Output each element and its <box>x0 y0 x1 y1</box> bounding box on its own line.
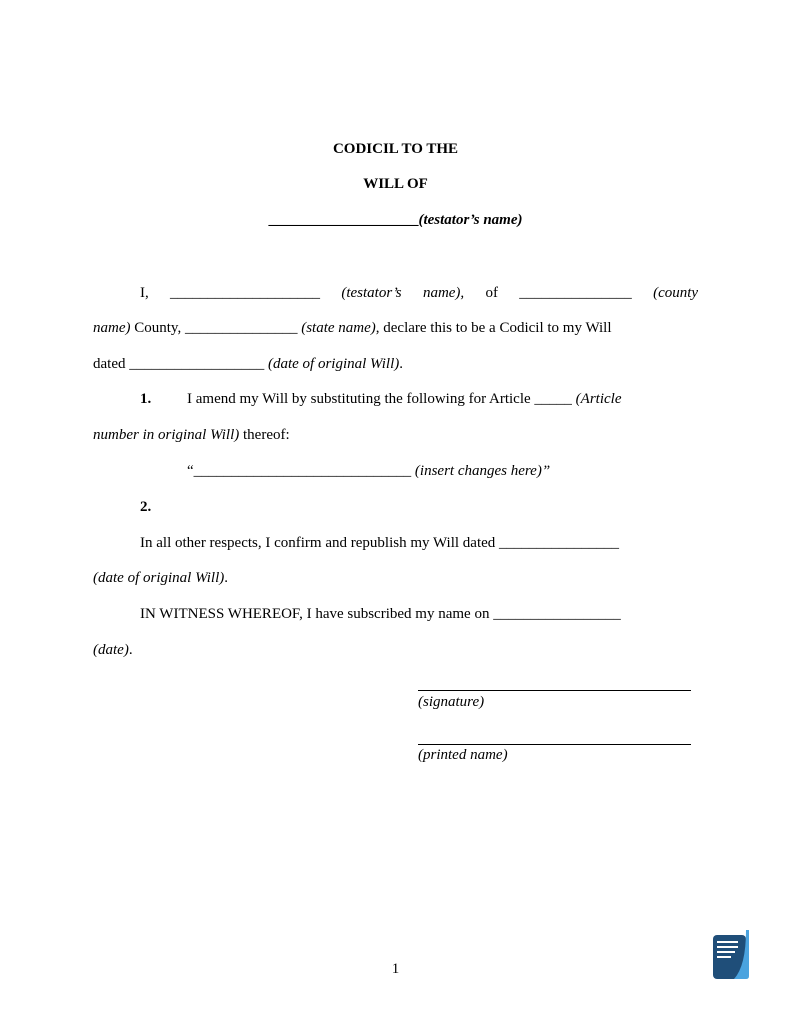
testator-name-blank: ____________________ <box>268 212 419 228</box>
signature-label: (signature) <box>418 694 485 710</box>
text-fragment: County, <box>134 320 182 336</box>
item-1-line-2 <box>93 426 290 444</box>
intro-paragraph-line-1 <box>140 284 698 302</box>
witness-paragraph-line-1 <box>140 605 621 623</box>
signature-line <box>418 690 691 691</box>
placeholder-fragment: (insert changes here)” <box>414 463 551 479</box>
item-number: 1. <box>140 391 152 407</box>
document-title-line-1: CODICIL TO THE <box>332 141 459 157</box>
placeholder-fragment: (date) <box>93 642 129 658</box>
text-fragment: In all other respects, I confirm and republish my Will dated ________________ <box>140 535 620 551</box>
document-title-line-2: WILL OF <box>363 176 428 192</box>
item-1-quote <box>187 462 550 480</box>
changes-blank: “_____________________________ <box>187 463 415 479</box>
placeholder-fragment: name) <box>93 320 131 336</box>
document-title-testator <box>0 212 791 229</box>
placeholder-fragment: (date of original Will) <box>267 356 400 372</box>
witness-paragraph-line-2 <box>93 641 133 659</box>
item-2-number <box>140 498 151 516</box>
document-logo-icon <box>712 928 750 980</box>
testator-name-placeholder: (testator’s name) <box>418 212 523 228</box>
text-fragment: thereof: <box>239 427 290 443</box>
placeholder-fragment: (testator’s <box>341 285 402 301</box>
placeholder-fragment: number in original Will) <box>93 427 240 443</box>
testator-blank: ____________________ <box>170 285 321 301</box>
placeholder-fragment: (date of original Will) <box>93 570 225 586</box>
printed-name-line <box>418 744 691 745</box>
placeholder-fragment: (Article <box>575 391 622 407</box>
text-fragment: . <box>128 642 133 658</box>
printed-name-label: (printed name) <box>418 747 508 763</box>
text-fragment: of <box>485 285 498 301</box>
county-blank: _______________ <box>519 285 632 301</box>
state-blank: _______________ <box>184 320 298 336</box>
placeholder-fragment: (county <box>653 285 699 301</box>
text-fragment: IN WITNESS WHEREOF, I have subscribed my name on _________________ <box>140 606 621 622</box>
confirm-paragraph-line-1 <box>140 534 619 552</box>
text-fragment: dated __________________ <box>93 356 268 372</box>
page-number: 1 <box>391 961 400 977</box>
intro-paragraph-line-2 <box>93 319 612 337</box>
placeholder-fragment: (state name) <box>301 320 376 336</box>
intro-paragraph-line-3 <box>93 355 403 373</box>
item-1-number <box>140 390 151 408</box>
text-fragment: . <box>224 570 228 586</box>
item-number: 2. <box>140 499 152 515</box>
text-fragment: I, <box>140 285 149 301</box>
text-fragment: , declare this to be a Codicil to my Will <box>375 320 612 336</box>
text-fragment: . <box>399 356 403 372</box>
confirm-paragraph-line-2 <box>93 569 228 587</box>
text-fragment: I amend my Will by substituting the following for Article _____ <box>187 391 572 407</box>
placeholder-fragment: name), <box>422 285 465 301</box>
item-1-line-1 <box>187 390 622 408</box>
